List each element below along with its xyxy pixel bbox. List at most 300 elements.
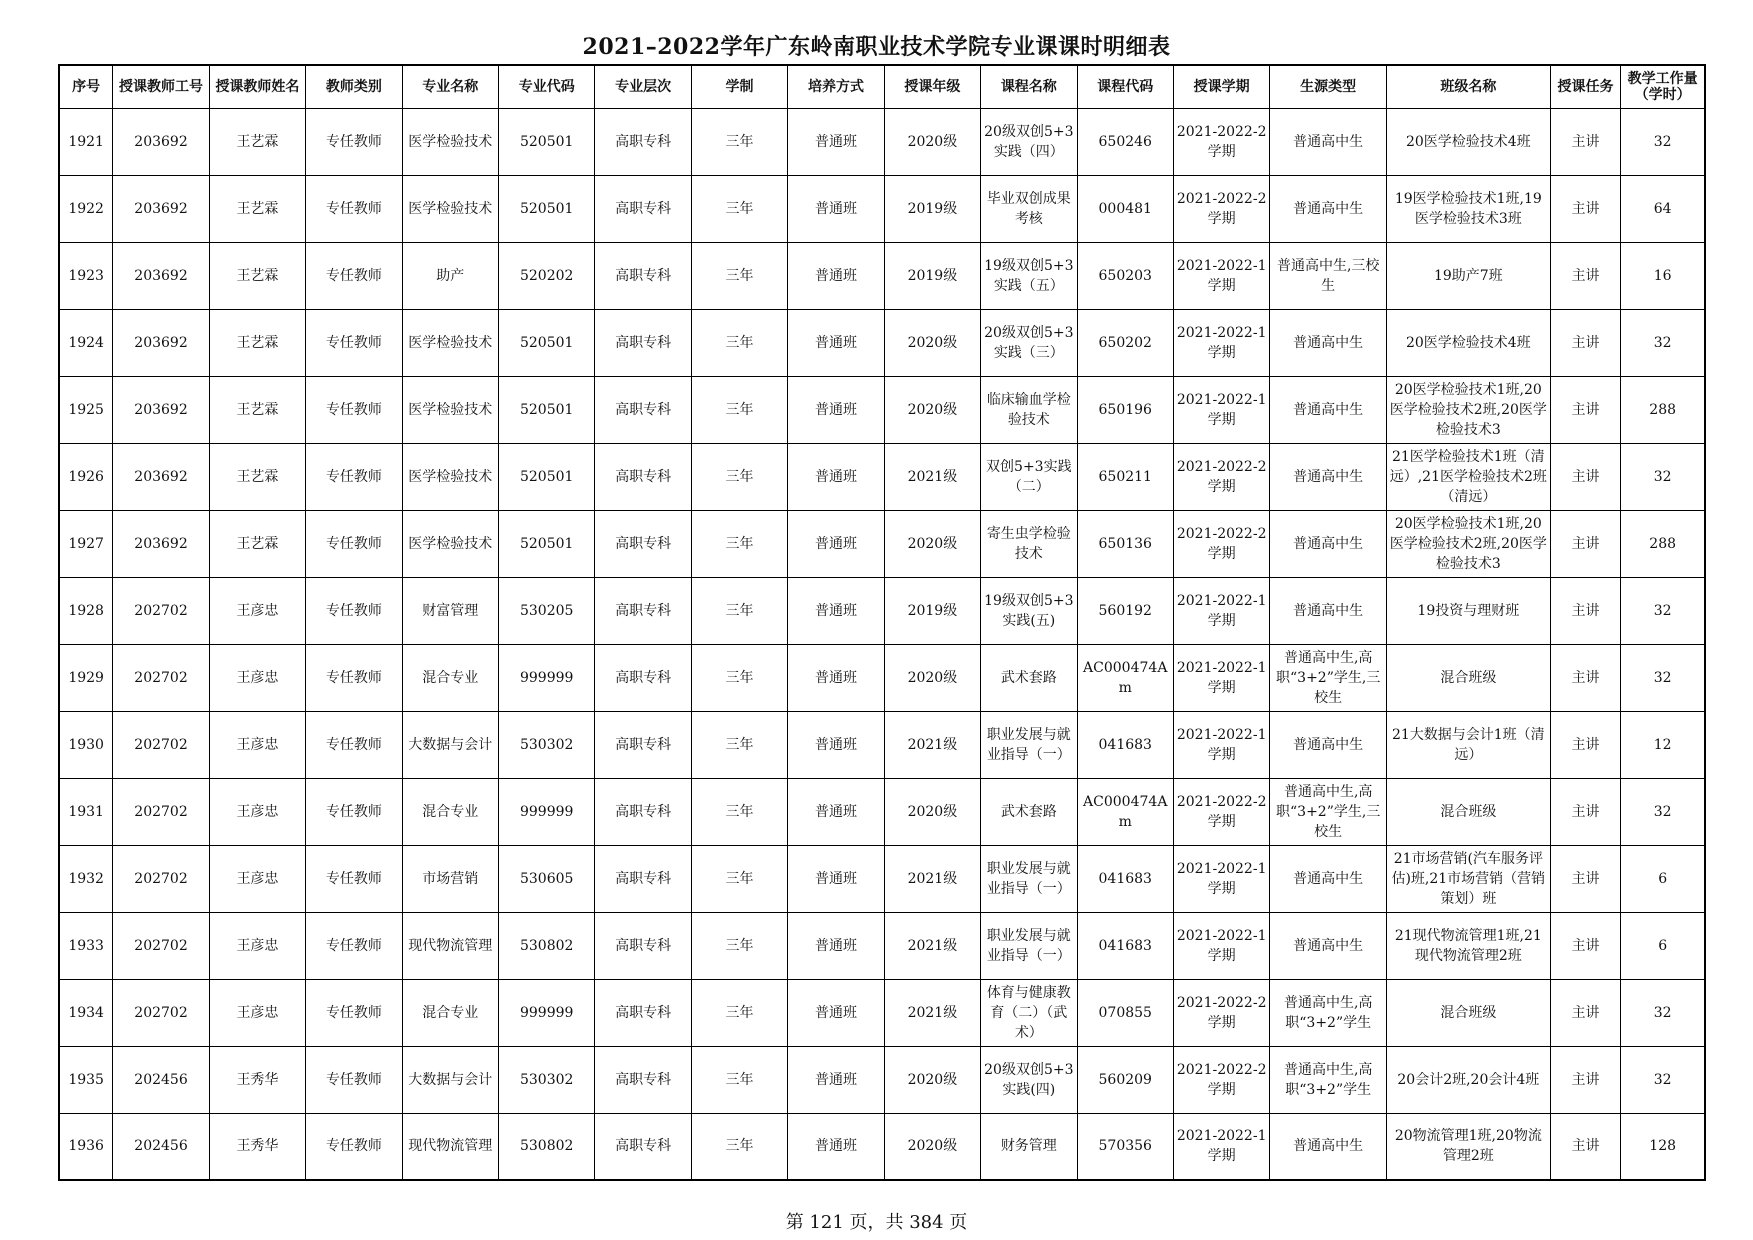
cell-text: 650196 <box>1098 401 1152 418</box>
cell-text: 203692 <box>134 401 188 418</box>
cell-text: 王艺霖 <box>236 200 279 217</box>
cell-text: 2021级 <box>907 1004 958 1021</box>
cell-text: 520501 <box>519 468 574 485</box>
cell-major-name <box>402 376 498 443</box>
cell-teacher-id <box>113 644 209 711</box>
cell-teacher-name <box>209 1113 305 1180</box>
cell-text: 普通高中生,高职“3+2”学生,三校生 <box>1276 649 1381 706</box>
cell-teacher-id <box>113 1046 209 1113</box>
cell-major-name <box>402 979 498 1046</box>
cell-text: 2020级 <box>907 1071 958 1088</box>
cell-text: 王彦忠 <box>236 669 279 686</box>
cell-major-level <box>595 175 691 242</box>
cell-major-level <box>595 1046 691 1113</box>
cell-text: 1935 <box>68 1071 104 1088</box>
cell-workload <box>1621 309 1705 376</box>
cell-student-source <box>1270 644 1387 711</box>
table-row <box>59 1113 1705 1180</box>
cell-text: 高职专科 <box>615 133 672 150</box>
cell-text: 三年 <box>725 133 754 150</box>
cell-teacher-id <box>113 912 209 979</box>
cell-text: 12 <box>1653 736 1672 753</box>
cell-text: 普通班 <box>814 200 857 217</box>
cell-text: 520202 <box>519 267 574 284</box>
page-title: 2021–2022学年广东岭南职业技术学院专业课课时明细表 <box>582 34 1171 60</box>
cell-text: 普通班 <box>814 1004 857 1021</box>
cell-teacher-id <box>113 175 209 242</box>
cell-workload <box>1621 778 1705 845</box>
cell-training-mode <box>788 577 884 644</box>
cell-duration <box>691 912 787 979</box>
cell-text: 2020级 <box>907 535 958 552</box>
cell-duration <box>691 711 787 778</box>
cell-duration <box>691 845 787 912</box>
cell-workload <box>1621 1113 1705 1180</box>
table-row <box>59 443 1705 510</box>
cell-text: 专任教师 <box>325 937 382 954</box>
cell-major-code <box>499 644 595 711</box>
cell-text: 高职专科 <box>615 602 672 619</box>
table-row <box>59 577 1705 644</box>
table-row <box>59 242 1705 309</box>
cell-teacher-type <box>306 577 402 644</box>
cell-duration <box>691 443 787 510</box>
cell-semester <box>1173 443 1269 510</box>
cell-text: 32 <box>1653 669 1672 686</box>
cell-course-code <box>1077 108 1173 175</box>
cell-text: 王彦忠 <box>236 937 279 954</box>
header-col-course-name: 课程名称 <box>981 65 1077 108</box>
cell-text: 041683 <box>1098 870 1152 887</box>
cell-text: 大数据与会计 <box>408 1071 493 1088</box>
cell-text: 530302 <box>519 736 574 753</box>
cell-semester <box>1173 912 1269 979</box>
cell-major-level <box>595 510 691 577</box>
header-col-seq: 序号 <box>59 65 113 108</box>
cell-student-source <box>1270 376 1387 443</box>
cell-teacher-type <box>306 242 402 309</box>
cell-student-source <box>1270 309 1387 376</box>
cell-text: 主讲 <box>1571 1004 1600 1021</box>
cell-teacher-type <box>306 510 402 577</box>
cell-text: 高职专科 <box>615 267 672 284</box>
cell-text: 普通班 <box>814 334 857 351</box>
header-col-teacher-name: 授课教师姓名 <box>209 65 305 108</box>
cell-text: 650211 <box>1098 468 1152 485</box>
table-row <box>59 778 1705 845</box>
cell-training-mode <box>788 912 884 979</box>
cell-text: 三年 <box>725 669 754 686</box>
cell-student-source <box>1270 577 1387 644</box>
cell-text: 1932 <box>68 870 104 887</box>
table-row <box>59 1046 1705 1113</box>
cell-duration <box>691 108 787 175</box>
cell-student-source <box>1270 979 1387 1046</box>
cell-text: 王艺霖 <box>236 267 279 284</box>
cell-teacher-type <box>306 1113 402 1180</box>
cell-text: 070855 <box>1098 1004 1152 1021</box>
cell-text: 专任教师 <box>325 1004 382 1021</box>
cell-grade <box>884 108 980 175</box>
cell-text: 1933 <box>68 937 104 954</box>
cell-semester <box>1173 1046 1269 1113</box>
cell-teacher-id <box>113 711 209 778</box>
cell-text: 普通高中生,高职“3+2”学生 <box>1283 1061 1373 1098</box>
cell-major-name <box>402 778 498 845</box>
header-col-training-mode: 培养方式 <box>788 65 884 108</box>
cell-task <box>1550 108 1621 175</box>
page-footer: 第 121 页，共 384 页 <box>785 1212 968 1233</box>
cell-text: 临床输血学检验技术 <box>986 391 1071 428</box>
cell-text: 王彦忠 <box>236 870 279 887</box>
cell-text: 203692 <box>134 133 188 150</box>
cell-text: 1929 <box>68 669 104 686</box>
cell-text: 2021-2022-1学期 <box>1176 860 1267 897</box>
cell-text: 2021-2022-1学期 <box>1176 1128 1267 1165</box>
cell-duration <box>691 979 787 1046</box>
cell-duration <box>691 242 787 309</box>
table-row <box>59 912 1705 979</box>
cell-course-name <box>981 376 1077 443</box>
cell-text: 高职专科 <box>615 334 672 351</box>
cell-text: 王彦忠 <box>236 736 279 753</box>
cell-student-source <box>1270 845 1387 912</box>
cell-text: 专任教师 <box>325 535 382 552</box>
cell-text: 202702 <box>134 937 188 954</box>
cell-text: 王秀华 <box>236 1138 279 1155</box>
cell-text: 三年 <box>725 1138 754 1155</box>
cell-text: 专任教师 <box>325 200 382 217</box>
cell-text: 武术套路 <box>1000 669 1057 686</box>
cell-course-name <box>981 979 1077 1046</box>
cell-training-mode <box>788 309 884 376</box>
cell-text: 999999 <box>519 669 574 686</box>
cell-text: 高职专科 <box>615 870 672 887</box>
cell-text: 2021级 <box>907 937 958 954</box>
cell-course-name <box>981 1113 1077 1180</box>
cell-major-name <box>402 644 498 711</box>
cell-text: 专任教师 <box>325 401 382 418</box>
cell-task <box>1550 443 1621 510</box>
cell-text: 高职专科 <box>615 736 672 753</box>
cell-seq <box>59 175 113 242</box>
cell-major-name <box>402 577 498 644</box>
cell-major-name <box>402 711 498 778</box>
cell-text: 32 <box>1653 803 1672 820</box>
cell-course-name <box>981 309 1077 376</box>
cell-major-level <box>595 242 691 309</box>
cell-text: 041683 <box>1098 736 1152 753</box>
cell-text: 2021-2022-2学期 <box>1176 1061 1267 1098</box>
cell-text: 560192 <box>1098 602 1152 619</box>
cell-course-code <box>1077 510 1173 577</box>
cell-text: 医学检验技术 <box>408 133 493 150</box>
cell-text: 2021-2022-1学期 <box>1176 659 1267 696</box>
cell-text: 王彦忠 <box>236 1004 279 1021</box>
header-col-teacher-id: 授课教师工号 <box>113 65 209 108</box>
cell-task <box>1550 309 1621 376</box>
cell-text: 2020级 <box>907 334 958 351</box>
table-row <box>59 711 1705 778</box>
cell-text: 混合专业 <box>422 1004 479 1021</box>
cell-seq <box>59 443 113 510</box>
cell-course-name <box>981 1046 1077 1113</box>
cell-text: 2019级 <box>907 267 958 284</box>
cell-text: 20物流管理1班,20物流管理2班 <box>1394 1128 1542 1165</box>
cell-text: 三年 <box>725 602 754 619</box>
cell-text: 高职专科 <box>615 200 672 217</box>
cell-major-level <box>595 443 691 510</box>
cell-major-code <box>499 242 595 309</box>
cell-workload <box>1621 242 1705 309</box>
cell-text: 三年 <box>725 267 754 284</box>
cell-text: 2021-2022-2学期 <box>1176 994 1267 1031</box>
cell-course-name <box>981 510 1077 577</box>
cell-course-code <box>1077 1113 1173 1180</box>
cell-text: 王艺霖 <box>236 334 279 351</box>
cell-text: 普通班 <box>814 535 857 552</box>
cell-duration <box>691 1046 787 1113</box>
cell-major-code <box>499 1113 595 1180</box>
cell-text: 普通高中生 <box>1293 535 1364 552</box>
cell-grade <box>884 979 980 1046</box>
cell-teacher-type <box>306 1046 402 1113</box>
cell-major-level <box>595 577 691 644</box>
cell-text: 20医学检验技术4班 <box>1405 133 1531 150</box>
cell-text: 20级双创5+3实践(四) <box>984 1061 1074 1098</box>
cell-text: 20医学检验技术1班,20医学检验技术2班,20医学检验技术3 <box>1389 381 1547 438</box>
table-row <box>59 644 1705 711</box>
cell-text: 2021-2022-1学期 <box>1176 324 1267 361</box>
cell-text: 999999 <box>519 803 574 820</box>
cell-major-name <box>402 175 498 242</box>
cell-text: 32 <box>1653 468 1672 485</box>
cell-task <box>1550 778 1621 845</box>
cell-text: 医学检验技术 <box>408 334 493 351</box>
cell-task <box>1550 845 1621 912</box>
cell-text: 主讲 <box>1571 468 1600 485</box>
cell-teacher-type <box>306 443 402 510</box>
cell-major-level <box>595 912 691 979</box>
cell-text: 6 <box>1658 937 1668 954</box>
cell-text: 财富管理 <box>422 602 479 619</box>
cell-semester <box>1173 845 1269 912</box>
cell-teacher-name <box>209 175 305 242</box>
cell-duration <box>691 376 787 443</box>
cell-teacher-name <box>209 309 305 376</box>
cell-text: 128 <box>1649 1138 1677 1155</box>
cell-text: 21大数据与会计1班（清远） <box>1391 726 1545 763</box>
cell-course-name <box>981 845 1077 912</box>
cell-text: 主讲 <box>1571 669 1600 686</box>
cell-text: 高职专科 <box>615 1004 672 1021</box>
cell-course-name <box>981 175 1077 242</box>
cell-teacher-name <box>209 644 305 711</box>
cell-major-code <box>499 309 595 376</box>
cell-text: 三年 <box>725 535 754 552</box>
cell-text: 普通班 <box>814 267 857 284</box>
cell-text: 21医学检验技术1班（清远）,21医学检验技术2班（清远） <box>1389 448 1547 505</box>
cell-student-source <box>1270 1046 1387 1113</box>
cell-text: 2021级 <box>907 736 958 753</box>
cell-text: 体育与健康教育（二）（武术） <box>986 984 1071 1041</box>
table-row <box>59 108 1705 175</box>
cell-major-code <box>499 1046 595 1113</box>
cell-semester <box>1173 510 1269 577</box>
cell-text: 主讲 <box>1571 736 1600 753</box>
cell-major-name <box>402 912 498 979</box>
cell-text: 1921 <box>68 133 104 150</box>
cell-seq <box>59 376 113 443</box>
cell-major-level <box>595 1113 691 1180</box>
cell-major-level <box>595 309 691 376</box>
cell-text: 2021-2022-1学期 <box>1176 391 1267 428</box>
cell-major-name <box>402 443 498 510</box>
cell-text: 1922 <box>68 200 104 217</box>
cell-text: 19投资与理财班 <box>1417 602 1520 619</box>
cell-text: 650202 <box>1098 334 1152 351</box>
cell-text: 主讲 <box>1571 535 1600 552</box>
header-col-course-code: 课程代码 <box>1077 65 1173 108</box>
cell-text: 主讲 <box>1571 803 1600 820</box>
cell-major-name <box>402 1113 498 1180</box>
cell-teacher-id <box>113 242 209 309</box>
cell-text: 041683 <box>1098 937 1152 954</box>
cell-teacher-id <box>113 309 209 376</box>
cell-text: 主讲 <box>1571 401 1600 418</box>
cell-text: 19助产7班 <box>1433 267 1503 284</box>
cell-text: 王秀华 <box>236 1071 279 1088</box>
cell-student-source <box>1270 711 1387 778</box>
cell-teacher-id <box>113 577 209 644</box>
cell-text: 普通高中生 <box>1293 133 1364 150</box>
cell-text: 医学检验技术 <box>408 200 493 217</box>
cell-teacher-name <box>209 778 305 845</box>
cell-seq <box>59 510 113 577</box>
cell-text: 职业发展与就业指导（一） <box>986 860 1071 897</box>
cell-text: 520501 <box>519 133 574 150</box>
cell-class-name <box>1386 1113 1550 1180</box>
cell-seq <box>59 108 113 175</box>
cell-teacher-name <box>209 242 305 309</box>
cell-student-source <box>1270 912 1387 979</box>
cell-teacher-type <box>306 644 402 711</box>
cell-teacher-id <box>113 979 209 1046</box>
cell-teacher-name <box>209 510 305 577</box>
cell-text: 2020级 <box>907 803 958 820</box>
cell-text: 1936 <box>68 1138 104 1155</box>
header-col-workload: 教学工作量（学时） <box>1621 65 1705 108</box>
cell-teacher-name <box>209 979 305 1046</box>
cell-teacher-name <box>209 577 305 644</box>
cell-text: 主讲 <box>1571 937 1600 954</box>
cell-semester <box>1173 175 1269 242</box>
cell-major-level <box>595 979 691 1046</box>
cell-major-code <box>499 443 595 510</box>
cell-major-level <box>595 108 691 175</box>
cell-text: 520501 <box>519 200 574 217</box>
cell-task <box>1550 376 1621 443</box>
cell-seq <box>59 979 113 1046</box>
cell-text: 三年 <box>725 736 754 753</box>
cell-text: 20级双创5+3实践（三） <box>984 324 1074 361</box>
cell-student-source <box>1270 778 1387 845</box>
cell-major-level <box>595 778 691 845</box>
header-col-semester: 授课学期 <box>1173 65 1269 108</box>
cell-text: 普通高中生 <box>1293 736 1364 753</box>
cell-text: 560209 <box>1098 1071 1152 1088</box>
cell-text: 三年 <box>725 468 754 485</box>
cell-major-name <box>402 845 498 912</box>
cell-text: 专任教师 <box>325 267 382 284</box>
cell-text: 202702 <box>134 870 188 887</box>
cell-course-code <box>1077 242 1173 309</box>
cell-class-name <box>1386 778 1550 845</box>
cell-text: 主讲 <box>1571 602 1600 619</box>
cell-major-code <box>499 711 595 778</box>
cell-course-code <box>1077 778 1173 845</box>
table-row <box>59 376 1705 443</box>
cell-text: 专任教师 <box>325 736 382 753</box>
cell-grade <box>884 711 980 778</box>
cell-major-name <box>402 242 498 309</box>
cell-course-code <box>1077 577 1173 644</box>
cell-text: 202702 <box>134 1004 188 1021</box>
table-row <box>59 979 1705 1046</box>
cell-course-code <box>1077 912 1173 979</box>
cell-text: 现代物流管理 <box>408 937 493 954</box>
cell-task <box>1550 1046 1621 1113</box>
cell-class-name <box>1386 577 1550 644</box>
cell-text: 普通班 <box>814 133 857 150</box>
cell-text: 19医学检验技术1班,19医学检验技术3班 <box>1394 190 1542 227</box>
cell-text: 三年 <box>725 1071 754 1088</box>
cell-text: 主讲 <box>1571 1071 1600 1088</box>
cell-grade <box>884 242 980 309</box>
cell-text: 32 <box>1653 133 1672 150</box>
cell-student-source <box>1270 175 1387 242</box>
cell-text: 三年 <box>725 200 754 217</box>
cell-grade <box>884 845 980 912</box>
cell-course-name <box>981 577 1077 644</box>
cell-major-level <box>595 711 691 778</box>
cell-major-name <box>402 108 498 175</box>
cell-teacher-type <box>306 979 402 1046</box>
cell-semester <box>1173 242 1269 309</box>
cell-text: 1928 <box>68 602 104 619</box>
cell-text: 王彦忠 <box>236 602 279 619</box>
cell-course-code <box>1077 443 1173 510</box>
cell-seq <box>59 644 113 711</box>
cell-workload <box>1621 376 1705 443</box>
cell-text: 2019级 <box>907 200 958 217</box>
cell-text: 普通高中生 <box>1293 937 1364 954</box>
cell-text: 专任教师 <box>325 468 382 485</box>
cell-teacher-name <box>209 711 305 778</box>
cell-text: 医学检验技术 <box>408 535 493 552</box>
course-hours-table <box>58 64 1706 1181</box>
cell-training-mode <box>788 108 884 175</box>
cell-course-code <box>1077 376 1173 443</box>
cell-text: 普通高中生 <box>1293 468 1364 485</box>
cell-duration <box>691 644 787 711</box>
header-col-teacher-type: 教师类别 <box>306 65 402 108</box>
header-col-major-code: 专业代码 <box>499 65 595 108</box>
cell-duration <box>691 577 787 644</box>
cell-task <box>1550 644 1621 711</box>
cell-course-name <box>981 711 1077 778</box>
cell-text: 现代物流管理 <box>408 1138 493 1155</box>
